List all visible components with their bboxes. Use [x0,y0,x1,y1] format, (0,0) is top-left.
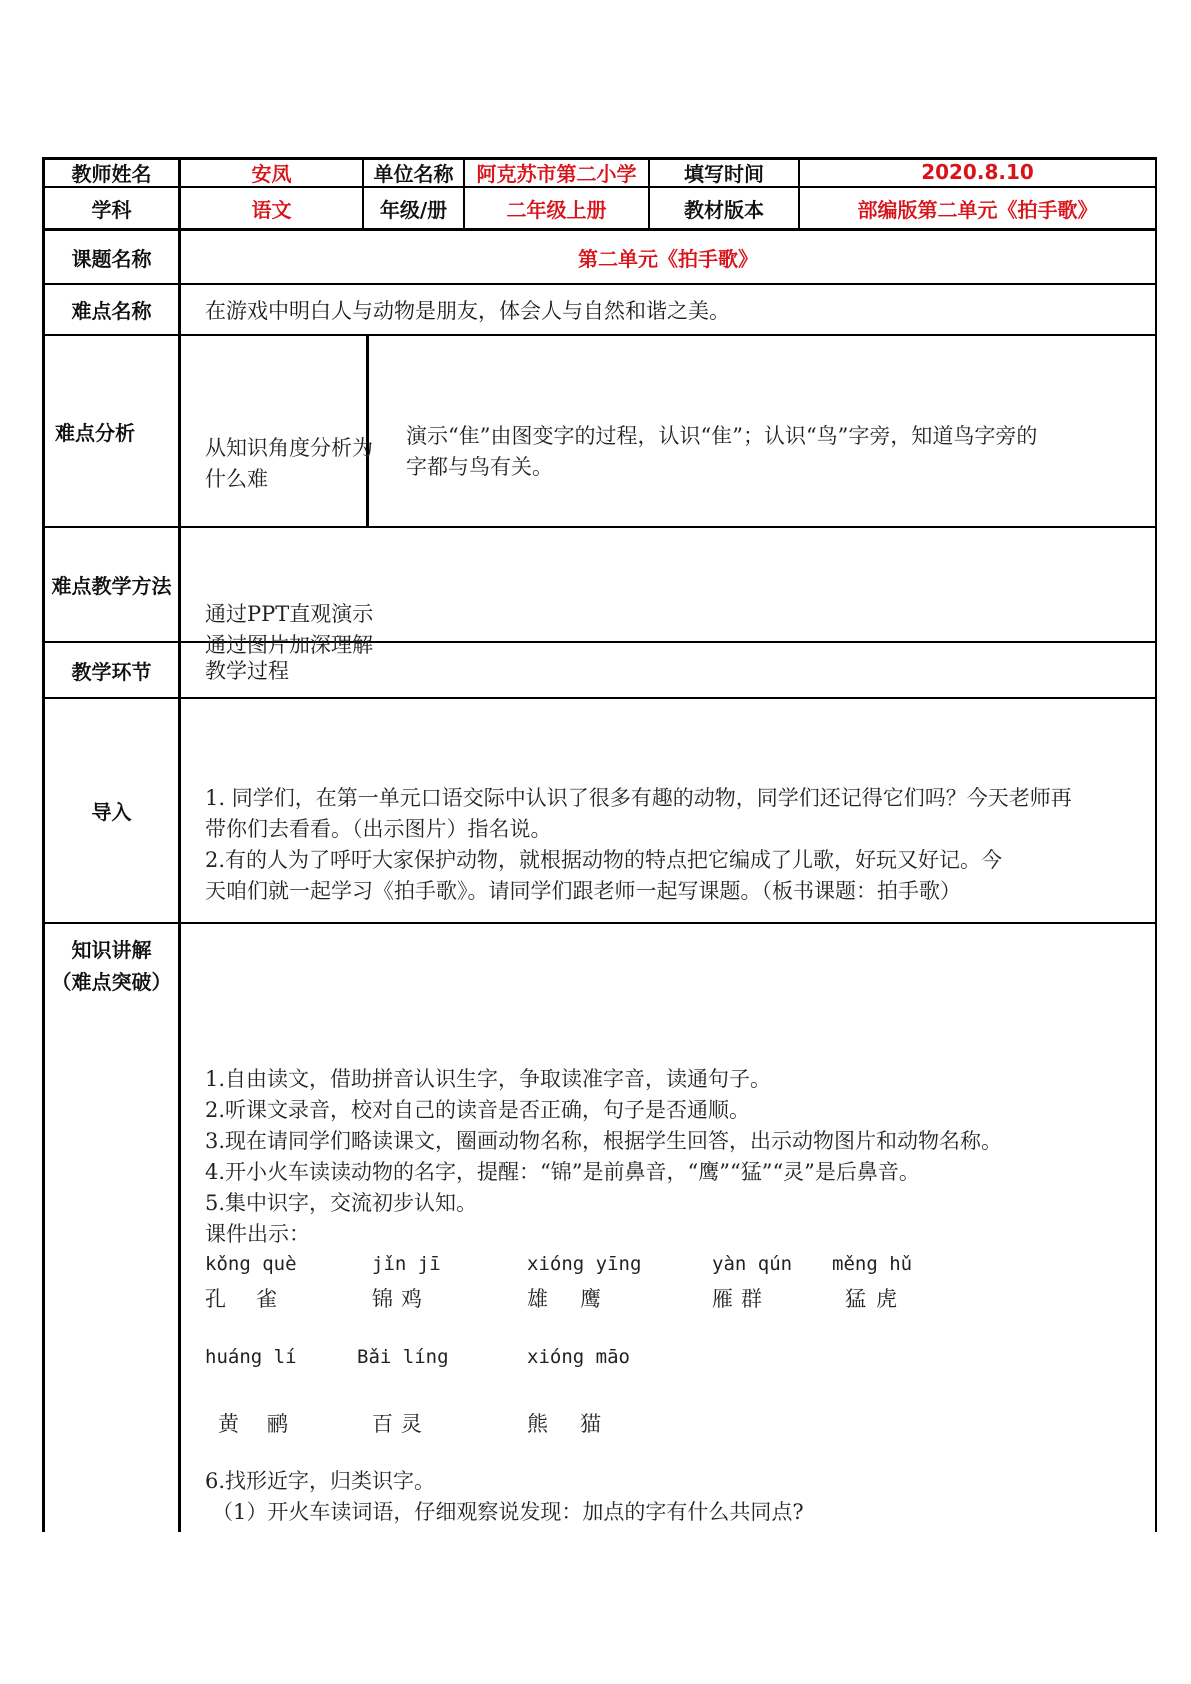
analysis-text-2: 字都与鸟有关。 [406,455,553,479]
unit-name-label: 单位名称 [373,161,454,186]
knowledge-step: 2.听课文录音，校对自己的读音是否正确，句子是否通顺。 [205,1098,751,1122]
hanzi-huangli: 黄鹂 [218,1412,316,1436]
knowledge-step: 3.现在请同学们略读课文，圈画动物名称，根据学生回答，出示动物图片和动物名称。 [205,1129,1003,1153]
topic-value: 第二单元《拍手歌》 [578,246,758,271]
pinyin-kongque: kǒng què [205,1253,297,1275]
pinyin-xiongying: xióng yīng [527,1253,642,1275]
col-divider [178,157,181,1532]
pinyin-huangli: huáng lí [205,1346,297,1368]
stage-value: 教学过程 [205,659,289,683]
pinyin-jinji: jǐn jī [372,1253,441,1275]
row-divider [42,526,1157,528]
intro-p1-line1: 1. 同学们，在第一单元口语交际中认识了很多有趣的动物，同学们还记得它们吗？今天老师再 [205,786,1072,810]
difficulty-value: 在游戏中明白人与动物是朋友，体会人与自然和谐之美。 [205,298,730,323]
fill-date-label: 填写时间 [684,161,764,186]
knowledge-step: 课件出示： [205,1222,310,1246]
row-divider [42,697,1157,699]
hanzi-xiongying: 雄鹰 [527,1287,633,1311]
hanzi-xiongmao: 熊猫 [527,1412,633,1436]
pinyin-menghu: měng hǔ [832,1253,913,1275]
knowledge-step: 1.自由读文，借助拼音认识生字，争取读准字音，读通句子。 [205,1067,772,1091]
teacher-name-label: 教师姓名 [71,161,152,186]
hanzi-menghu: 猛虎 [845,1287,907,1311]
hanzi-bailing: 百灵 [372,1412,430,1436]
stage-label: 教学环节 [71,659,152,684]
knowledge-label-2: （难点突破） [51,969,172,994]
pinyin-bailing: Bǎi líng [357,1346,449,1368]
edition-label: 教材版本 [684,197,764,222]
intro-p2-line1: 2.有的人为了呼吁大家保护动物，就根据动物的特点把它编成了儿歌，好玩又好记。今 [205,848,1003,872]
hanzi-yanqun: 雁群 [712,1287,770,1311]
difficulty-label: 难点名称 [71,299,152,323]
method-line-1: 通过PPT直观演示 [205,602,374,626]
method-label: 难点教学方法 [51,574,172,598]
knowledge-step: 4.开小火车读读动物的名字，提醒：“锦”是前鼻音，“鹰”“猛”“灵”是后鼻音。 [205,1160,920,1184]
analysis-sub-label-2: 什么难 [205,467,268,491]
analysis-sub-label-1: 从知识角度分析为 [205,436,373,460]
intro-label: 导入 [91,800,132,824]
grade-label: 年级/册 [379,197,448,222]
pinyin-xiongmao: xióng māo [527,1346,630,1368]
subject-value: 语文 [251,197,292,222]
method-line-2: 通过图片加深理解 [205,633,373,657]
knowledge-label-1: 知识讲解 [71,937,152,962]
edition-value: 部编版第二单元《拍手歌》 [857,197,1098,222]
row-divider [42,334,1157,336]
subject-label: 学科 [91,197,132,222]
intro-p1-line2: 带你们去看看。（出示图片）指名说。 [205,817,552,841]
intro-p2-line2: 天咱们就一起学习《拍手歌》。请同学们跟老师一起写课题。（板书课题：拍手歌） [205,879,961,903]
hanzi-kongque: 孔雀 [205,1287,307,1311]
pinyin-yanqun: yàn qún [712,1253,793,1275]
unit-name-value: 阿克苏市第二小学 [476,161,637,186]
fill-date-value: 2020.8.10 [921,160,1034,184]
knowledge-step-6: 6.找形近字，归类识字。 [205,1469,436,1493]
knowledge-step: 5.集中识字，交流初步认知。 [205,1191,478,1215]
topic-label: 课题名称 [71,246,152,271]
knowledge-step-6-1: （1）开火车读词语，仔细观察说发现：加点的字有什么共同点? [212,1500,804,1524]
analysis-label: 难点分析 [55,420,135,445]
col-divider [366,335,369,527]
analysis-text-1: 演示“隹”由图变字的过程，认识“隹”；认识“鸟”字旁，知道鸟字旁的 [406,424,1038,448]
hanzi-jinji: 锦鸡 [372,1287,430,1311]
grade-value: 二年级上册 [506,197,607,222]
teacher-name-value: 安凤 [251,161,292,186]
row-divider [42,922,1157,924]
